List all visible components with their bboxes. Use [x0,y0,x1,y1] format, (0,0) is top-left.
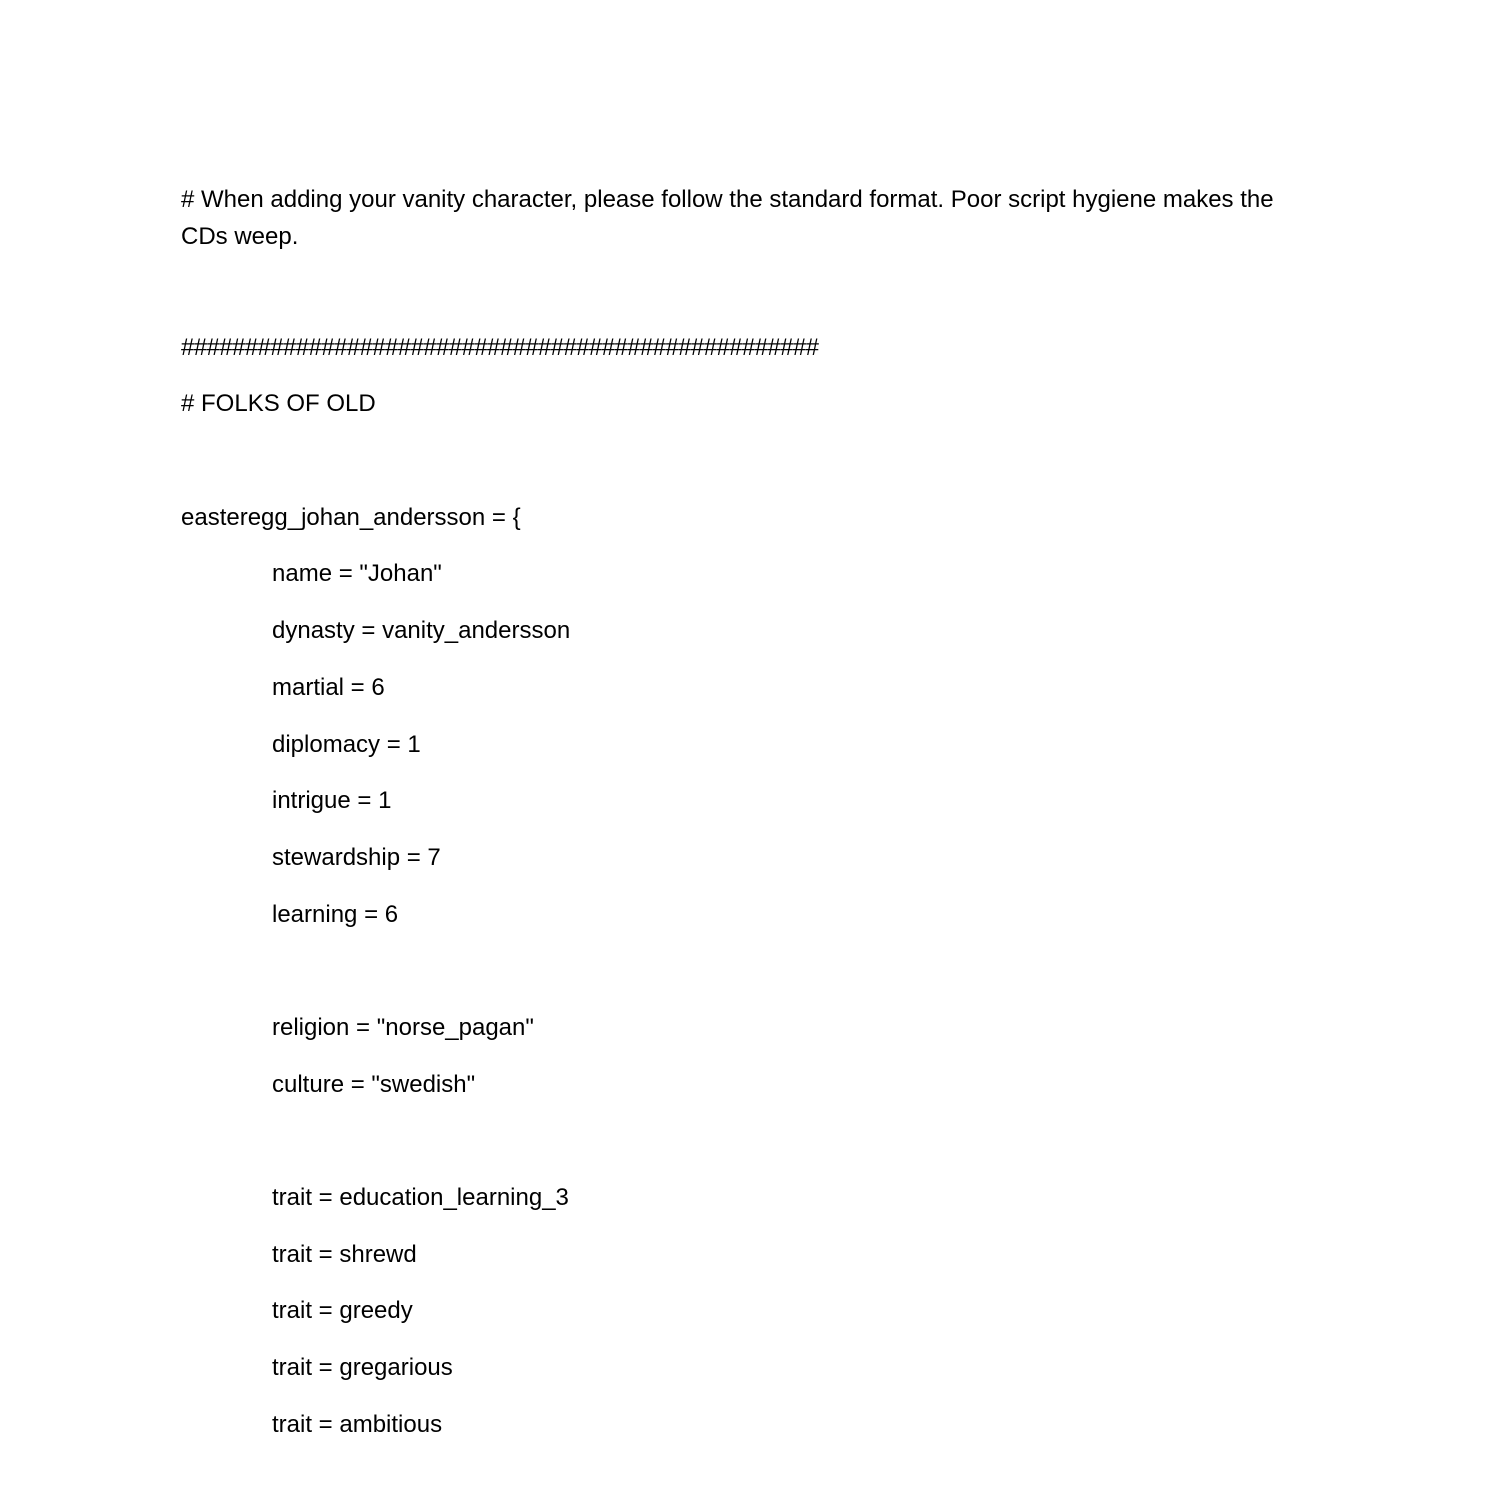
separator-line: ################################################## [181,334,819,361]
field-name: name = "Johan" [272,560,442,587]
trait-line: trait = education_learning_3 [272,1184,569,1211]
trait-line: trait = greedy [272,1297,413,1324]
field-intrigue: intrigue = 1 [272,787,392,814]
field-culture: culture = "swedish" [272,1071,476,1098]
section-heading: # FOLKS OF OLD [181,390,376,417]
field-diplomacy: diplomacy = 1 [272,731,421,758]
block-open-line: easteregg_johan_andersson = { [181,504,521,531]
field-martial: martial = 6 [272,674,385,701]
field-religion: religion = "norse_pagan" [272,1014,534,1041]
trait-line: trait = ambitious [272,1411,443,1438]
field-dynasty: dynasty = vanity_andersson [272,617,571,644]
field-learning: learning = 6 [272,901,399,928]
field-stewardship: stewardship = 7 [272,844,441,871]
trait-line: trait = shrewd [272,1241,417,1268]
trait-line: trait = gregarious [272,1354,453,1381]
intro-comment: # When adding your vanity character, please follow the standard format. Poor script hygiene makes the CDs weep. [181,186,1274,250]
